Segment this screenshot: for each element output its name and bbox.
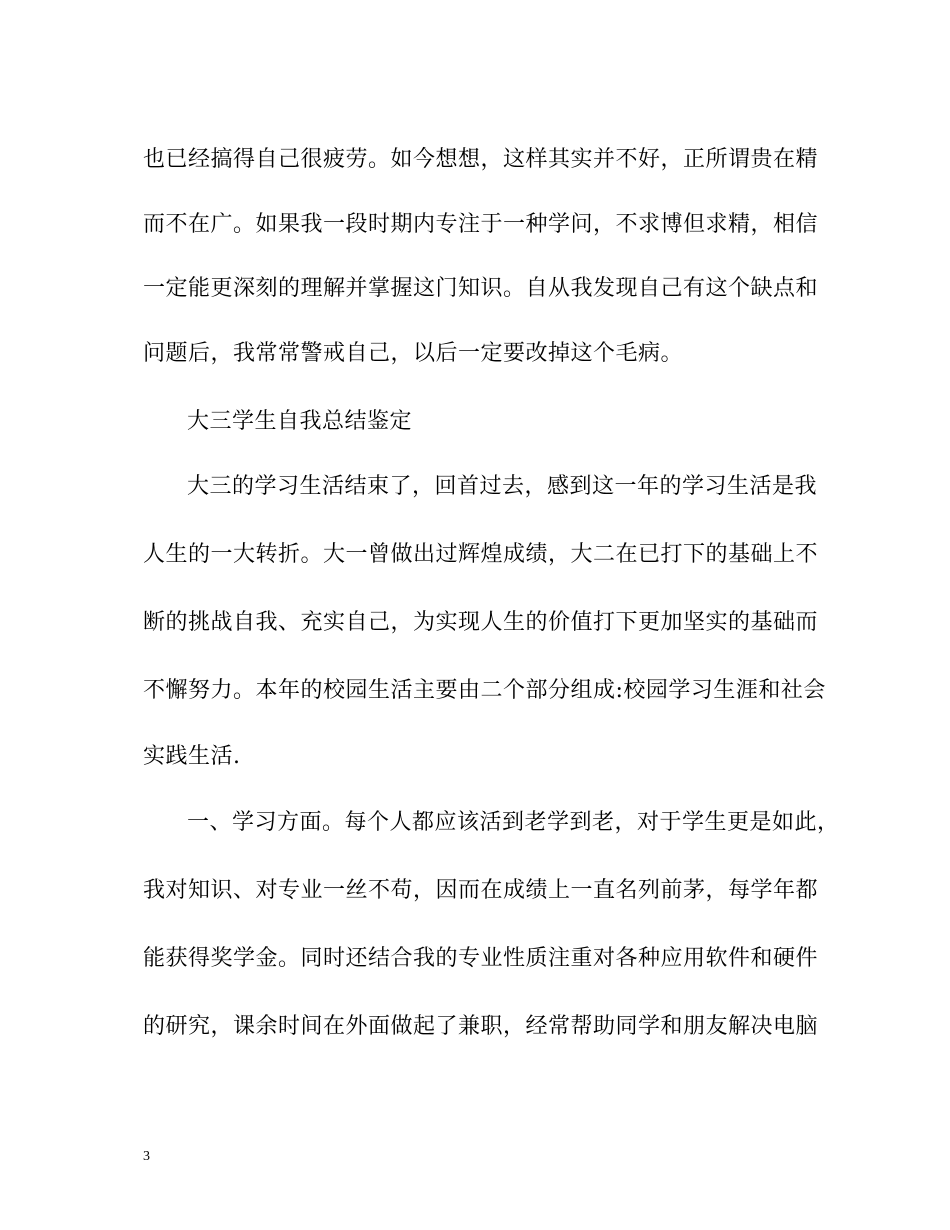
section-heading: 大三学生自我总结鉴定 [187,409,413,434]
body-text-line: 人生的一大转折。大一曾做出过辉煌成绩，大二在已打下的基础上不 [143,542,819,567]
body-text-line: 的研究，课余时间在外面做起了兼职，经常帮助同学和朋友解决电脑 [143,1014,819,1039]
body-text-line: 一、学习方面。每个人都应该活到老学到老，对于学生更是如此， [187,810,840,835]
body-text-line: 一定能更深刻的理解并掌握这门知识。自从我发现自己有这个缺点和 [143,276,819,301]
body-text-line: 实践生活. [143,744,241,769]
body-text-line: 断的挑战自我、充实自己，为实现人生的价值打下更加坚实的基础而 [143,610,819,635]
body-text-line: 而不在广。如果我一段时期内专注于一种学问，不求博但求精，相信 [143,212,819,237]
body-text-line: 也已经搞得自己很疲劳。如今想想，这样其实并不好，正所谓贵在精 [143,147,819,172]
body-text-line: 问题后，我常常警戒自己，以后一定要改掉这个毛病。 [143,341,684,366]
page-number: 3 [143,1149,150,1164]
body-text-line: 能获得奖学金。同时还结合我的专业性质注重对各种应用软件和硬件 [143,946,819,971]
body-text-line: 我对知识、对专业一丝不苟，因而在成绩上一直名列前茅，每学年都 [143,878,819,903]
body-text-line: 不懈努力。本年的校园生活主要由二个部分组成:校园学习生涯和社会 [143,678,826,703]
body-text-line: 大三的学习生活结束了，回首过去，感到这一年的学习生活是我 [187,474,818,499]
